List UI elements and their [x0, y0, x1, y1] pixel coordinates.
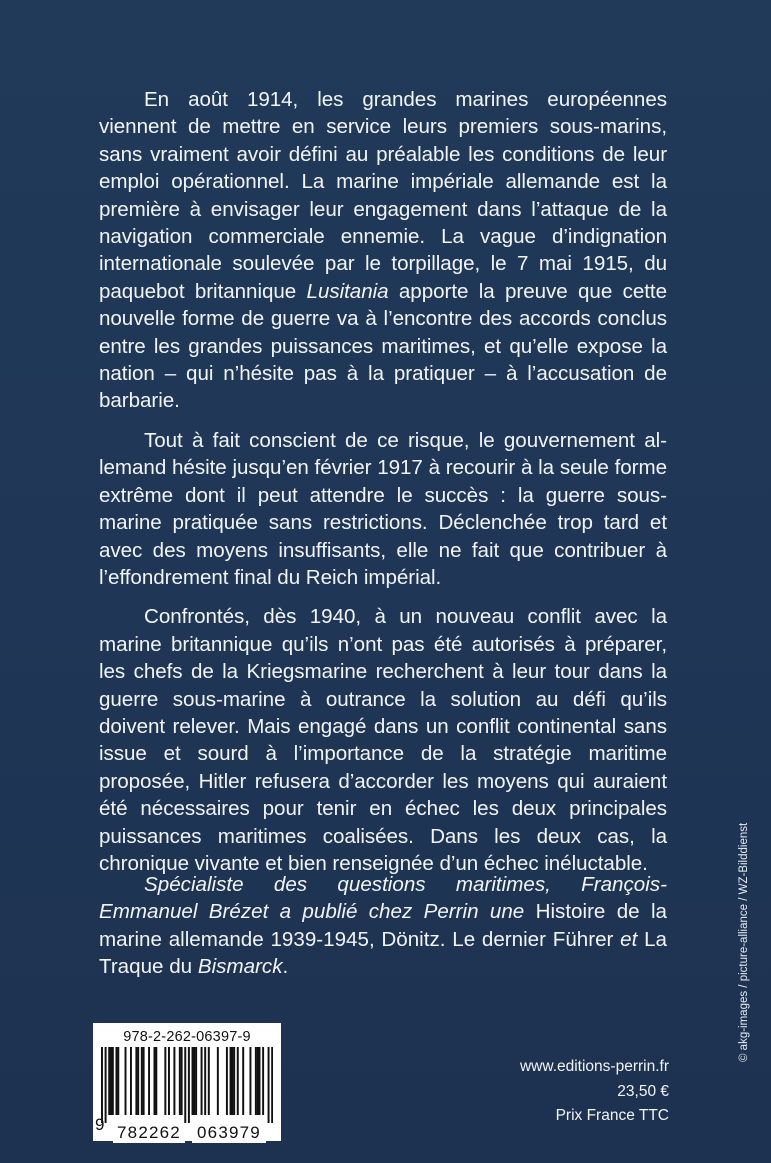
price-label: Prix France TTC [555, 1107, 669, 1124]
barcode-bar [173, 1047, 175, 1115]
barcode-bar [233, 1047, 235, 1115]
barcode-bar [249, 1047, 251, 1115]
barcode-bar [195, 1047, 197, 1115]
barcode-bar [117, 1047, 119, 1115]
barcode-bar [135, 1047, 137, 1115]
barcode-bar [101, 1047, 103, 1123]
barcode-bar [143, 1047, 145, 1115]
ship-name-lusitania: Lusitania [306, 279, 389, 303]
barcode-bar [168, 1047, 170, 1115]
barcode-bar [164, 1047, 166, 1115]
barcode-bar [242, 1047, 244, 1115]
barcode-bar [125, 1047, 127, 1115]
barcode-bar [141, 1047, 143, 1115]
blurb-paragraph-1: En août 1914, les grandes marines européennes viennent de mettre en service leurs premiers sous-marins, sans vraiment avoir défini au préalable les conditions de leur emploi opérationnel. La marine impériale allemande est la première à envisager leur engagement dans l’attaque de la navigation commerciale ennemie. La vague d’indignation internationale soulevée par le torpillage, le 7 mai 1915, du paquebot britannique Lusitania apporte la preuve que cette nouvelle forme de guerre va à l’encontre des accords conclus entre les grandes puissances maritimes, et qu’elle expose la nation – qui n’hésite pas à la pratiquer – à l’accusation de barbarie. [99, 88, 667, 413]
barcode-bar [137, 1047, 139, 1115]
barcode-bar [181, 1047, 183, 1115]
barcode-bar [193, 1047, 195, 1115]
ean-first-digit: 9 [95, 1115, 105, 1134]
book-title-2: La Traque du [99, 927, 667, 979]
barcode-bar [230, 1047, 232, 1115]
barcode-bar [110, 1047, 112, 1115]
barcode-bar [115, 1047, 117, 1115]
barcode-bar [184, 1047, 186, 1123]
barcode-bar [208, 1047, 210, 1115]
price: 23,50 € [617, 1082, 669, 1100]
barcode-bar [259, 1047, 261, 1115]
barcode-bar [155, 1047, 157, 1115]
barcode-bar [188, 1047, 190, 1123]
barcode-bar [255, 1047, 257, 1115]
book-title-1: Histoire de la marine allemande 1939-1945, Dönitz. Le dernier Führer [99, 900, 668, 951]
isbn-barcode [93, 1023, 281, 1141]
barcode-bar [217, 1047, 219, 1115]
barcode-bar [237, 1047, 239, 1115]
photo-credit: © akg-images / picture-alliance / WZ-Bilddienst [738, 822, 750, 1062]
barcode-bars [101, 1047, 273, 1123]
barcode-bar [271, 1047, 273, 1123]
isbn-number: 978-2-262-06397-9 [123, 1029, 251, 1045]
barcode-bar [105, 1047, 107, 1123]
ean-left-group: 782262 [113, 1123, 185, 1143]
barcode-bar [231, 1047, 233, 1115]
barcode-bar [268, 1047, 270, 1123]
ean-right-group: 063979 [192, 1123, 266, 1143]
barcode-bar [192, 1047, 194, 1115]
barcode-bar [204, 1047, 206, 1115]
barcode-bar [112, 1047, 114, 1115]
publisher-url: www.editions-perrin.fr [519, 1058, 669, 1075]
author-bio: Spécialiste des questions maritimes, François-Emmanuel Brézet a publié chez Perrin une Histoire de la marine allemande 1939-1945, Dönitz. Le dernier Führer et La Traque du Bismarck. [99, 873, 668, 979]
barcode-bar [179, 1047, 181, 1115]
barcode-bar [226, 1047, 228, 1115]
blurb-paragraph-2: Tout à fait conscient de ce risque, le gouvernement allemand hésite jusqu’en février 1917 à recourir à la seule forme extrême dont il peut attendre le succès : la guerre sous-marine pratiquée sans restrictions. Déclenchée trop tard et avec des moyens insuffisants, elle ne fait que contribuer à l’effondrement final du Reich impérial. [99, 428, 667, 589]
barcode-bar [148, 1047, 150, 1115]
blurb-paragraph-3: Confrontés, dès 1940, à un nouveau conflit avec la marine britannique qu’ils n’ont pas été autorisés à préparer, les chefs de la Kriegsmarine recherchent à leur tour dans la guerre sous-marine à outrance la solution au défi qu’ils doivent relever. Mais engagé dans un conflit continental sans issue et sourd à l’importance de la stratégie maritime proposée, Hitler refusera d’accorder les moyens qui auraient été nécessaires pour tenir en échec les deux principales puissances maritimes coalisées. Dans les deux cas, la chronique vivante et bien renseignée d’un échec inéluctable. [99, 605, 667, 875]
publisher-info [520, 1055, 669, 1129]
barcode-bar [262, 1047, 264, 1115]
barcode-bar [201, 1047, 203, 1115]
barcode-bar [108, 1047, 110, 1115]
barcode-bar [257, 1047, 259, 1115]
barcode-bar [130, 1047, 132, 1115]
barcode-bar [154, 1047, 156, 1115]
back-cover-blurb [99, 86, 667, 889]
